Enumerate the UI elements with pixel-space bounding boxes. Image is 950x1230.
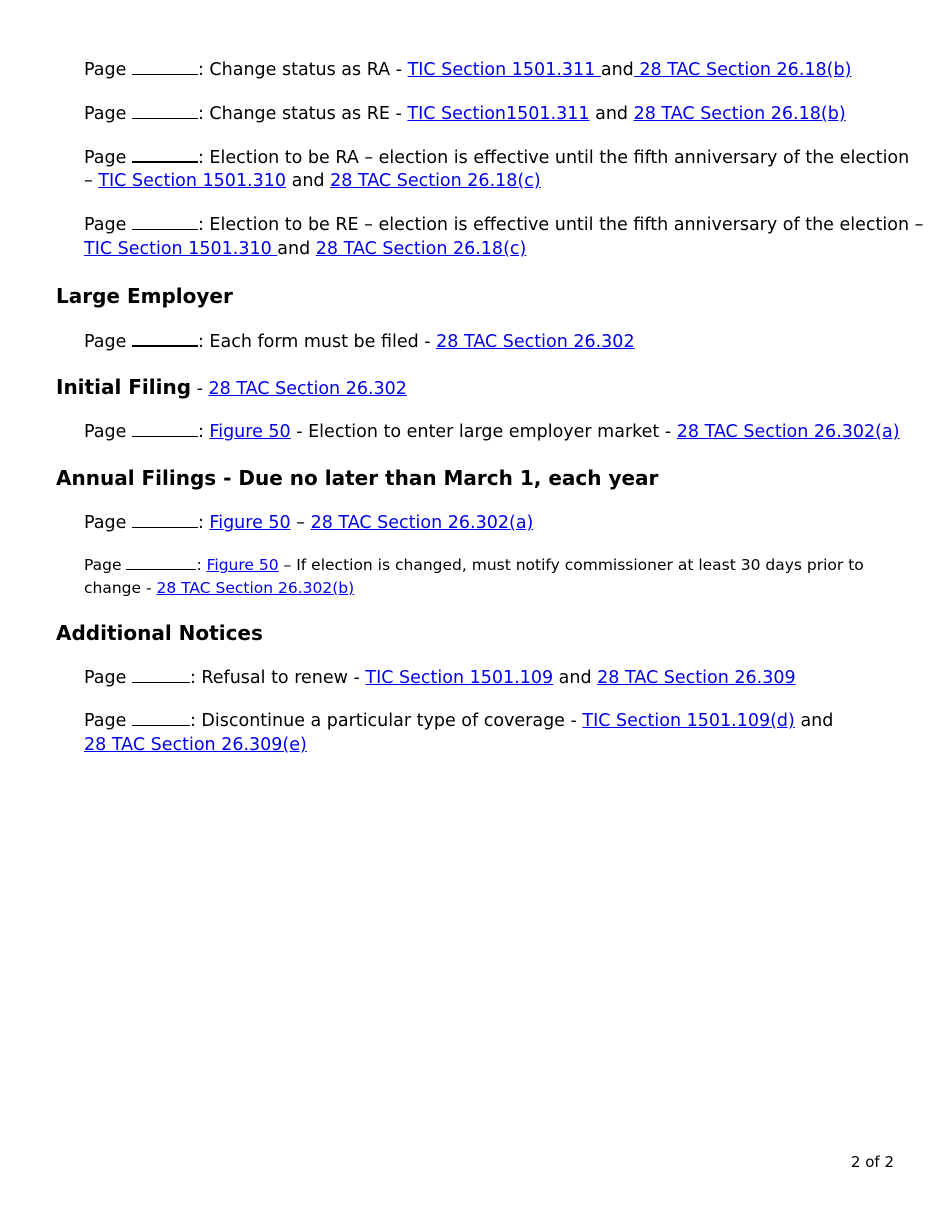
- and-text: and: [277, 239, 316, 259]
- tic-1501-310-link[interactable]: TIC Section 1501.310: [98, 171, 287, 191]
- heading-initial-filing: [56, 374, 407, 402]
- page-label: Page: [84, 332, 127, 352]
- figure-50-link[interactable]: Figure 50: [209, 422, 291, 442]
- list-item-election-ra-continued: [84, 169, 884, 194]
- list-item-refusal: [84, 665, 884, 691]
- page-label: Page: [84, 422, 127, 442]
- colon-text: :: [197, 422, 210, 442]
- tac-26-302-link[interactable]: 28 TAC Section 26.302: [436, 332, 635, 352]
- and-text: and: [589, 104, 634, 124]
- page-label: Page: [84, 711, 127, 731]
- item-text: –: [290, 513, 311, 533]
- dash-text: –: [84, 171, 99, 191]
- tac-26-309-link[interactable]: 28 TAC Section 26.309: [597, 668, 796, 688]
- and-text: and: [794, 711, 834, 731]
- heading-initial-filing-text: Initial Filing: [56, 375, 192, 399]
- item-text: : Refusal to renew -: [189, 668, 366, 688]
- list-item-change-status-re: [84, 101, 884, 127]
- page-number-blank[interactable]: [132, 708, 190, 726]
- item-text: : Election to: [197, 215, 303, 235]
- tac-26-18c-link[interactable]: 28 TAC Section 26.18(c): [315, 239, 527, 259]
- heading-annual-filings: Annual Filings - Due no later than March 1, each year: [56, 466, 659, 490]
- item-text: – If election is changed, must notify commissioner at least 30 days prior to: [278, 556, 864, 574]
- item-text: : Each form must be filed -: [197, 332, 437, 352]
- page-number-blank[interactable]: [132, 419, 198, 437]
- heading-additional-notices: Additional Notices: [56, 621, 263, 645]
- page-label: Page: [84, 148, 127, 168]
- colon-text: :: [197, 513, 210, 533]
- page-number-blank[interactable]: [132, 101, 198, 119]
- tac-26-18b-link[interactable]: 28 TAC Section 26.18(b): [633, 104, 846, 124]
- page-label: Page: [84, 513, 127, 533]
- page-label: Page: [84, 556, 122, 574]
- list-item-election-re-continued: [84, 237, 884, 262]
- page-label: Page: [84, 104, 127, 124]
- list-item-change-status-ra: [84, 57, 884, 83]
- item-text: : Discontinue a particular type of coverage -: [189, 711, 583, 731]
- colon-text: :: [196, 556, 207, 574]
- list-item-discontinue-continued: [84, 733, 884, 758]
- page-number-footer: 2 of 2: [850, 1153, 894, 1171]
- tic-1501-109-link[interactable]: TIC Section 1501.109: [365, 668, 554, 688]
- tic-1501-311-link[interactable]: TIC Section1501.311: [407, 104, 590, 124]
- page-label: Page: [84, 215, 127, 235]
- item-text: - Election to enter large employer market -: [290, 422, 677, 442]
- item-text: : Change status as RE -: [197, 104, 408, 124]
- heading-large-employer: Large Employer: [56, 284, 233, 308]
- tac-26-302a-link[interactable]: 28 TAC Section 26.302(a): [310, 513, 534, 533]
- item-text-continued: be RE – election is effective until the fifth anniversary of the election –: [302, 215, 924, 235]
- and-text: and: [553, 668, 598, 688]
- tac-26-302-link[interactable]: 28 TAC Section 26.302: [208, 379, 407, 399]
- tac-26-302b-link[interactable]: 28 TAC Section 26.302(b): [156, 579, 355, 597]
- item-text: : Election to be RA – election is effective until the fifth anniversary of the election: [197, 148, 910, 168]
- tic-1501-310-link[interactable]: TIC Section 1501.310: [84, 239, 278, 259]
- tac-26-309e-link[interactable]: 28 TAC Section 26.309(e): [84, 735, 307, 755]
- page-number-blank[interactable]: [132, 212, 198, 230]
- page-number-blank[interactable]: [132, 665, 190, 683]
- page-label: Page: [84, 668, 127, 688]
- list-item-initial-figure: [84, 419, 900, 445]
- and-text: and: [286, 171, 331, 191]
- item-text-continued: change -: [84, 579, 157, 597]
- heading-separator: -: [191, 379, 209, 399]
- list-item-election-re: [84, 212, 924, 238]
- page-number-blank[interactable]: [132, 328, 198, 347]
- page-label: Page: [84, 60, 127, 80]
- figure-50-link[interactable]: Figure 50: [209, 513, 291, 533]
- page-number-blank[interactable]: [132, 510, 198, 528]
- and-text: and: [600, 60, 634, 80]
- item-text: : Change status as RA -: [197, 60, 408, 80]
- page-number-blank[interactable]: [132, 144, 198, 163]
- page-number-blank[interactable]: [126, 554, 196, 570]
- tic-1501-311-link[interactable]: TIC Section 1501.311: [407, 60, 601, 80]
- figure-50-link[interactable]: Figure 50: [206, 556, 279, 574]
- list-item-each-form: [84, 328, 884, 355]
- tac-26-302a-link[interactable]: 28 TAC Section 26.302(a): [676, 422, 900, 442]
- page-number-blank[interactable]: [132, 57, 198, 75]
- list-item-election-ra: [84, 144, 910, 171]
- list-item-discontinue: [84, 708, 884, 734]
- tic-1501-109d-link[interactable]: TIC Section 1501.109(d): [582, 711, 795, 731]
- tac-26-18b-link[interactable]: 28 TAC Section 26.18(b): [633, 60, 852, 80]
- tac-26-18c-link[interactable]: 28 TAC Section 26.18(c): [330, 171, 541, 191]
- list-item-annual-change-continued: [84, 577, 884, 600]
- list-item-annual-change: [84, 554, 884, 577]
- list-item-annual-figure: [84, 510, 884, 536]
